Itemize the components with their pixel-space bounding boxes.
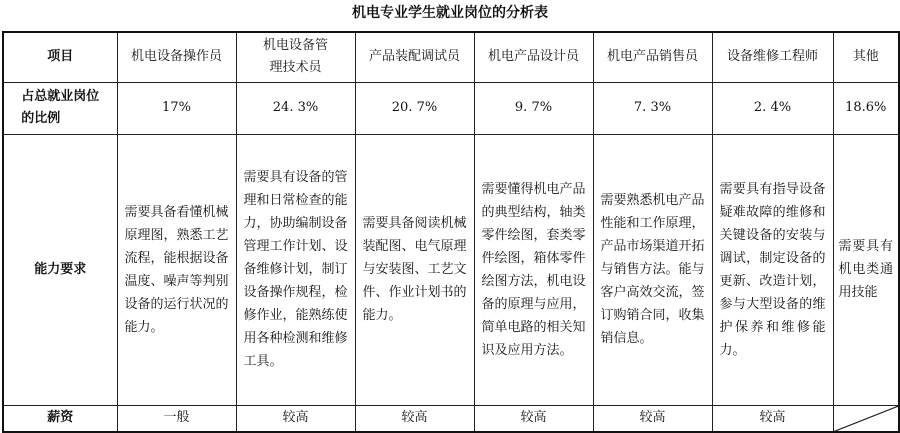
ability-cell: 需要具有设备的管理和日常检查的能力，协助编制设备管理工作计划、设备维修计划，制订设备操作规程，检修作业，能熟练使用各种检测和维修工具。 bbox=[236, 134, 355, 405]
salary-cell: 较高 bbox=[236, 405, 355, 432]
salary-cell: 较高 bbox=[355, 405, 474, 432]
header-col-manager-text: 机电设备管理技术员 bbox=[262, 38, 328, 76]
job-analysis-table bbox=[2, 31, 900, 433]
header-col-operator: 机电设备操作员 bbox=[117, 32, 236, 82]
ratio-cell: 2. 4% bbox=[712, 82, 833, 134]
ratio-cell: 18.6% bbox=[833, 82, 899, 134]
ratio-cell: 17% bbox=[117, 82, 236, 134]
ability-cell: 需要具备看懂机械原理图，熟悉工艺流程，能根据设备温度、噪声等判别设备的运行状况的能力。 bbox=[117, 134, 236, 405]
ability-cell: 需要懂得机电产品的典型结构，轴类零件绘图，套类零件绘图，箱体零件绘图方法，机电设备的原理与应用，简单电路的相关知识及应用方法。 bbox=[474, 134, 593, 405]
salary-cell: 一般 bbox=[117, 405, 236, 432]
ratio-cell: 20. 7% bbox=[355, 82, 474, 134]
diagonal-line-icon bbox=[834, 406, 899, 432]
ratio-label bbox=[3, 82, 117, 134]
ability-cell: 需要具有机电类通用技能 bbox=[833, 134, 899, 405]
salary-cell: 较高 bbox=[712, 405, 833, 432]
salary-label: 薪资 bbox=[3, 405, 117, 432]
header-col-manager bbox=[236, 32, 355, 82]
ratio-label-text: 占总就业岗位的比例 bbox=[21, 89, 100, 126]
header-col-designer: 机电产品设计员 bbox=[474, 32, 593, 82]
header-col-other: 其他 bbox=[833, 32, 899, 82]
salary-row bbox=[3, 405, 899, 432]
salary-empty-diagonal-cell bbox=[833, 405, 899, 432]
ratio-row bbox=[3, 82, 899, 134]
salary-cell: 较高 bbox=[474, 405, 593, 432]
ratio-cell: 24. 3% bbox=[236, 82, 355, 134]
ratio-cell: 7. 3% bbox=[593, 82, 712, 134]
ability-cell: 需要熟悉机电产品性能和工作原理，产品市场渠道开拓与销售方法。能与客户高效交流，签订购销合同，收集销信息。 bbox=[593, 134, 712, 405]
ratio-cell: 9. 7% bbox=[474, 82, 593, 134]
ability-row bbox=[3, 134, 899, 405]
ability-label: 能力要求 bbox=[3, 134, 117, 405]
header-label: 项目 bbox=[3, 32, 117, 82]
table-title: 机电专业学生就业岗位的分析表 bbox=[352, 5, 548, 21]
salary-cell: 较高 bbox=[593, 405, 712, 432]
header-col-assembler: 产品装配调试员 bbox=[355, 32, 474, 82]
header-row bbox=[3, 32, 899, 82]
ability-cell: 需要具备阅读机械装配图、电气原理与安装图、工艺文件、作业计划书的能力。 bbox=[355, 134, 474, 405]
header-col-engineer: 设备维修工程师 bbox=[712, 32, 833, 82]
header-col-sales: 机电产品销售员 bbox=[593, 32, 712, 82]
ability-cell: 需要具有指导设备疑难故障的维修和关键设备的安装与调试，制定设备的更新、改造计划，参与大型设备的维护保养和维修能力。 bbox=[712, 134, 833, 405]
